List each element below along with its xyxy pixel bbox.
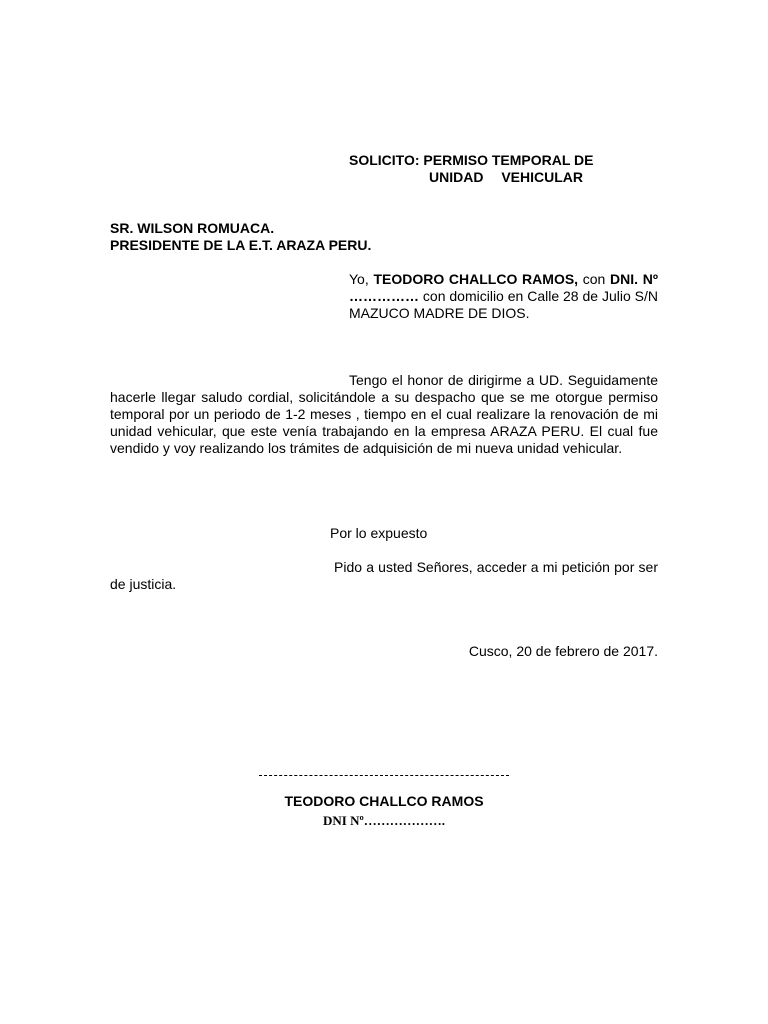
- recipient-name: SR. WILSON ROMUACA.: [110, 220, 275, 236]
- petition-text: Pido a usted Señores, acceder a mi petición por ser de justicia.: [110, 559, 658, 592]
- por-lo-expuesto: Por lo expuesto: [330, 525, 428, 541]
- dni-label: DNI. Nº ……………: [349, 271, 658, 304]
- petition-paragraph: [110, 559, 658, 593]
- intro-paragraph: [349, 271, 658, 322]
- signature-dni: DNI Nº……………….: [322, 813, 445, 828]
- body-text: Tengo el honor de dirigirme a UD. Seguidamente hacerle llegar saludo cordial, solicitándole a su despacho que se me otorgue permiso temporal por un periodo de 1-2 meses , tiempo en el cual realizare la renovación de mi unidad vehicular, que este venía trabajando en la empresa ARAZA PERU. El cual fue vendido y voy realizando los trámites de adquisición de mi nueva unidad vehicular.: [110, 372, 658, 456]
- subject-line-1: SOLICITO: PERMISO TEMPORAL DE: [349, 152, 594, 168]
- intro-pre: Yo,: [349, 271, 374, 287]
- date-line: Cusco, 20 de febrero de 2017.: [468, 643, 658, 659]
- intro-post: con domicilio en Calle 28 de Julio S/N MAZUCO MADRE DE DIOS.: [349, 288, 658, 321]
- recipient-block: [110, 220, 670, 254]
- subject-block: [349, 152, 649, 186]
- subject-line-2: UNIDAD VEHICULAR: [429, 169, 583, 185]
- intro-mid: con: [578, 271, 611, 287]
- applicant-name: TEODORO CHALLCO RAMOS,: [373, 271, 579, 287]
- body-paragraph: [110, 372, 658, 457]
- signature-name: TEODORO CHALLCO RAMOS: [284, 793, 484, 809]
- recipient-title: PRESIDENTE DE LA E.T. ARAZA PERU.: [110, 237, 372, 253]
- signature-line: [259, 775, 509, 776]
